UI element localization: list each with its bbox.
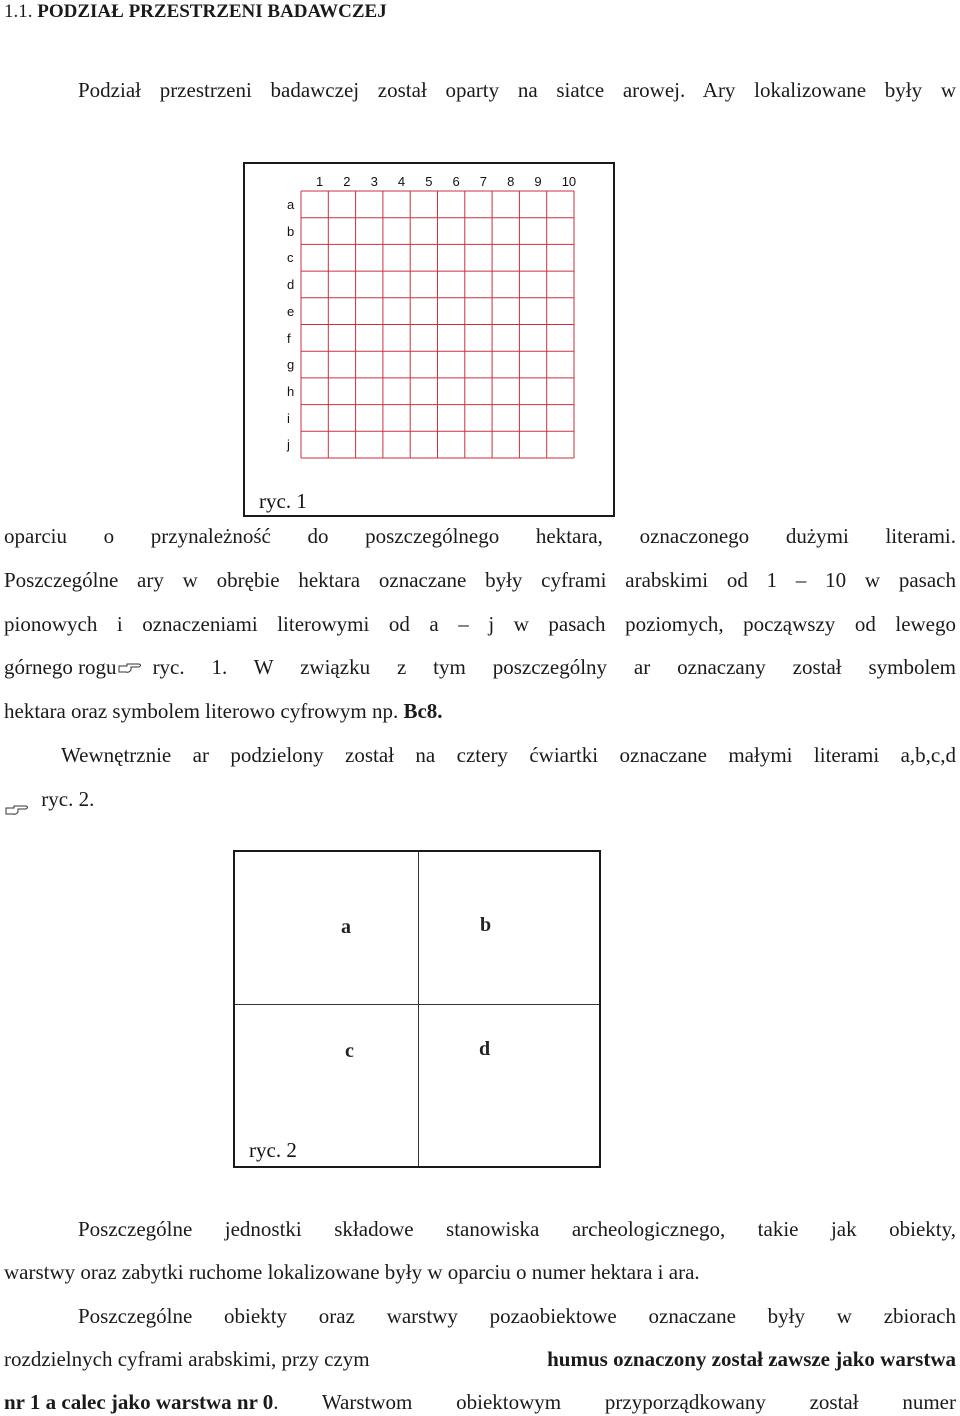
paragraph-line xyxy=(4,1345,956,1373)
text-span: ryc. 1. W związku z tym poszczególny ar oznaczany został symbolem xyxy=(152,655,956,679)
paragraph-line xyxy=(4,653,956,681)
horizontal-divider xyxy=(235,1004,599,1005)
paragraph-line: Poszczególne jednostki składowe stanowiska archeologicznego, takie jak obiekty, xyxy=(78,1217,956,1241)
row-label: a xyxy=(287,197,295,212)
paragraph-line: warstwy oraz zabytki ruchome lokalizowane były w oparciu o numer hektara i ara. xyxy=(4,1260,700,1284)
pointing-hand-icon xyxy=(117,653,143,665)
row-label: f xyxy=(287,330,291,346)
text-span: ryc. 2. xyxy=(41,787,95,811)
column-label: 9 xyxy=(534,174,542,189)
row-label: i xyxy=(287,410,290,426)
figure-2-quadrants xyxy=(233,850,601,1168)
paragraph-line: Poszczególne obiekty oraz warstwy pozaobiektowe oznaczane były w zbiorach xyxy=(78,1304,956,1328)
bold-text-span: nr 1 a calec jako warstwa nr 0 xyxy=(4,1390,274,1414)
row-label: j xyxy=(287,437,290,453)
paragraph-line xyxy=(4,1388,956,1416)
column-label: 7 xyxy=(479,174,488,189)
row-label: d xyxy=(287,277,295,293)
quadrant-label: a xyxy=(341,916,351,938)
paragraph-line: oparciu o przynależność do poszczególnego hektara, oznaczonego dużymi literami. xyxy=(4,524,956,548)
text-span: hektara oraz symbolem literowo cyfrowym np. xyxy=(4,699,399,723)
row-label: b xyxy=(287,223,295,239)
column-label: 1 xyxy=(316,174,324,189)
paragraph-line: Podział przestrzeni badawczej został oparty na siatce arowej. Ary lokalizowane były w xyxy=(78,78,956,102)
vertical-divider xyxy=(418,852,419,1166)
column-label: 3 xyxy=(370,174,378,189)
row-label: h xyxy=(287,383,295,399)
paragraph-line: Wewnętrznie ar podzielony został na cztery ćwiartki oznaczane małymi literami a,b,c,d xyxy=(61,743,956,767)
section-heading xyxy=(4,0,387,24)
row-label: c xyxy=(287,250,294,266)
paragraph-line: Poszczególne ary w obrębie hektara oznaczane były cyframi arabskimi od 1 – 10 w pasach xyxy=(4,568,956,592)
section-title: PODZIAŁ PRZESTRZENI BADAWCZEJ xyxy=(37,1,387,22)
pointing-hand-icon xyxy=(4,795,30,807)
quadrant-label: d xyxy=(479,1038,491,1060)
column-label: 10 xyxy=(561,174,577,189)
figure-1-grid xyxy=(243,162,615,517)
paragraph-line xyxy=(4,697,956,725)
text-span: górnego rogu xyxy=(4,655,117,679)
bold-text-span: humus oznaczony został zawsze jako warstwa xyxy=(547,1347,956,1371)
column-label: 8 xyxy=(507,174,515,189)
figure-1-caption: ryc. 1 xyxy=(259,489,307,513)
column-label: 5 xyxy=(425,174,433,189)
bold-text-span: Bc8. xyxy=(403,699,443,723)
text-span: . Warstwom obiektowym przyporządkowany został numer xyxy=(273,1390,956,1414)
column-label: 4 xyxy=(397,174,406,189)
column-label: 2 xyxy=(343,174,351,189)
column-label: 6 xyxy=(452,174,460,189)
paragraph-line: pionowych i oznaczeniami literowymi od a – j w pasach poziomych, począwszy od lewego xyxy=(4,612,956,636)
paragraph-line xyxy=(4,785,956,813)
quadrant-label: b xyxy=(480,914,492,936)
row-label: e xyxy=(287,303,295,319)
text-span: rozdzielnych cyframi arabskimi, przy czym xyxy=(4,1347,370,1371)
ar-grid xyxy=(245,164,613,515)
quadrant-label: c xyxy=(345,1040,354,1062)
figure-2-caption: ryc. 2 xyxy=(249,1138,297,1162)
section-number: 1.1. xyxy=(4,1,33,22)
row-label: g xyxy=(287,357,295,373)
